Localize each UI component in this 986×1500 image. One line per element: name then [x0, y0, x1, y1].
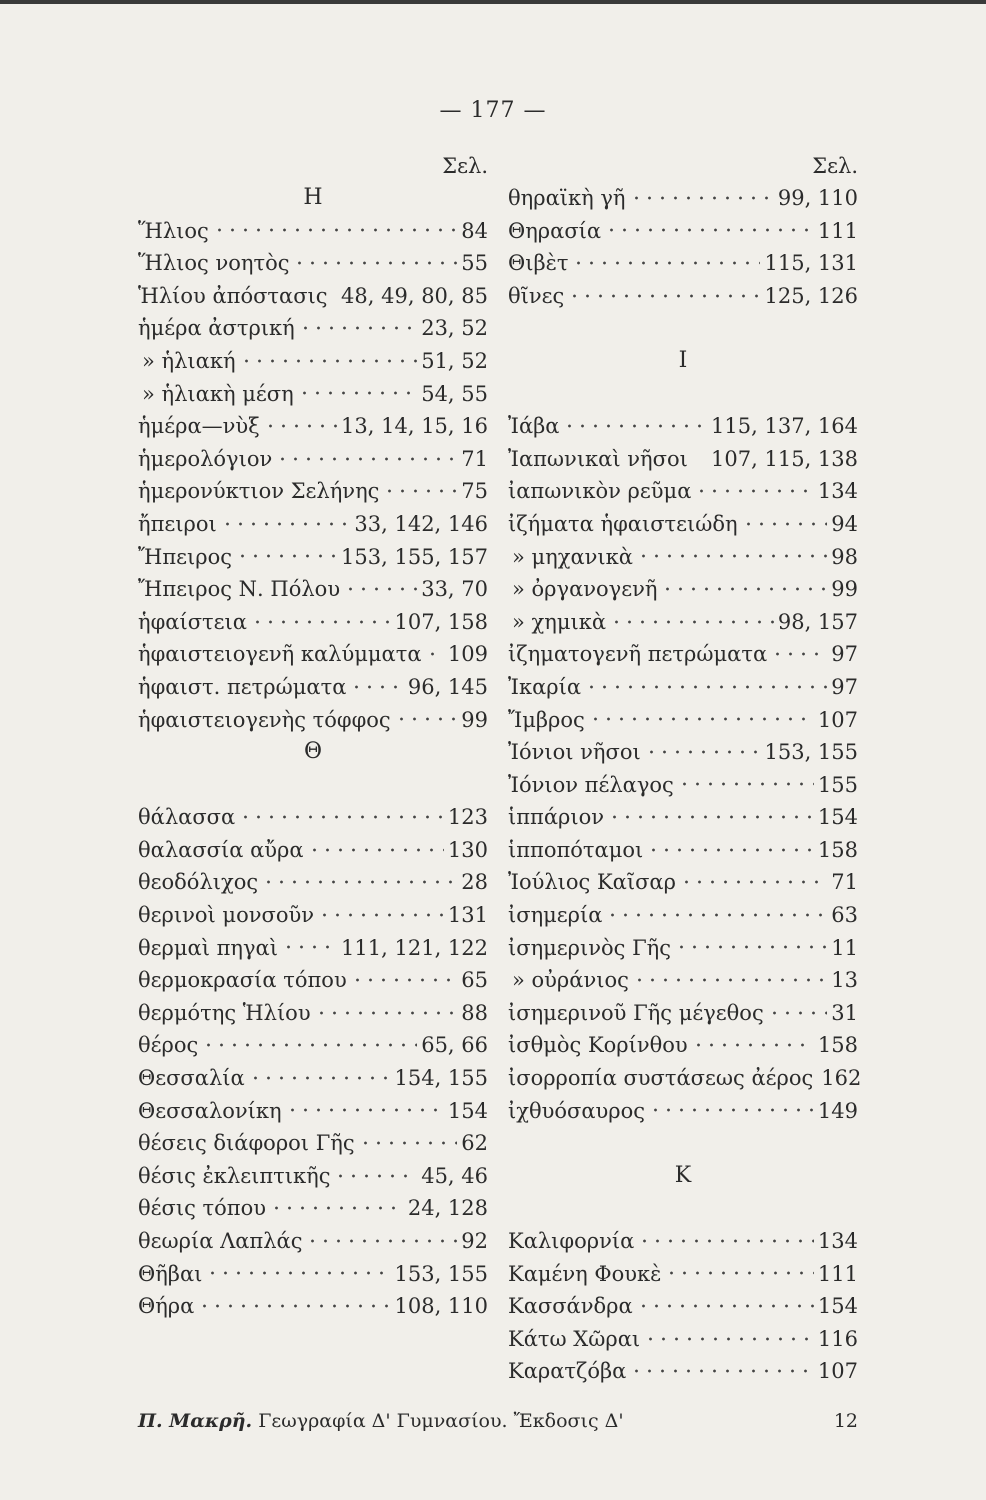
dot-leader: [426, 641, 444, 661]
dot-leader: [315, 1000, 458, 1020]
index-entry: [508, 215, 858, 248]
dot-leader: [318, 902, 444, 922]
index-pages: 48, 49, 80, 85: [341, 283, 488, 308]
dot-leader: [221, 511, 351, 531]
top-border: [0, 0, 986, 4]
index-term: ἤπειροι: [138, 511, 217, 536]
dot-leader: [383, 478, 457, 498]
dot-leader: [334, 1163, 417, 1183]
index-entry: [508, 410, 858, 443]
index-term: Ἰκαρία: [508, 674, 582, 699]
index-pages: 98, 157: [777, 609, 858, 634]
spacer: [138, 769, 488, 802]
index-entry: [138, 1225, 488, 1258]
index-term: Ἰόνιον πέλαγος: [508, 772, 674, 797]
index-term: θεωρία Λαπλάς: [138, 1229, 303, 1253]
index-term: ἡμέρα ἀστρική: [138, 316, 295, 341]
index-entry: [508, 834, 858, 867]
index-pages: 162: [821, 1066, 862, 1091]
dot-leader: [293, 250, 457, 270]
dot-leader: [299, 315, 417, 335]
dot-leader: [610, 609, 774, 629]
spacer: [508, 1192, 858, 1225]
dot-leader: [264, 413, 337, 433]
index-term: Ἤπειρος: [138, 544, 233, 569]
index-pages: 134: [817, 1229, 858, 1253]
index-entry: [138, 475, 488, 508]
index-pages: 158: [817, 837, 858, 862]
dot-leader: [768, 1000, 828, 1020]
index-entry: [508, 606, 858, 639]
index-term: θῖνες: [508, 283, 565, 308]
footer-title: Γεωγραφία Δ' Γυμνασίου. Ἔκδοσις Δ': [258, 1410, 624, 1432]
index-term: θέσεις διάφοροι Γῆς: [138, 1131, 355, 1156]
dot-leader: [286, 1098, 444, 1118]
index-term: Καρατζόβα: [508, 1359, 627, 1384]
index-pages: 23, 52: [421, 316, 488, 341]
dot-leader: [608, 804, 814, 824]
index-pages: 88: [461, 1000, 488, 1025]
index-entry: [138, 899, 488, 932]
index-entry: [508, 1258, 858, 1291]
index-term: ἡφαιστ. πετρώματα: [138, 674, 347, 699]
dot-leader: [606, 902, 827, 922]
index-term: » ὀργανογενῆ: [512, 577, 658, 602]
index-pages: 99: [831, 577, 858, 602]
index-entry: [508, 182, 858, 215]
index-pages: 108, 110: [394, 1294, 488, 1319]
index-term: ἰσορροπία συστάσεως ἀέρος: [508, 1066, 814, 1091]
index-term: ἰσθμὸς Κορίνθου: [508, 1033, 688, 1058]
index-entry: [138, 508, 488, 541]
page-number: — 177 —: [439, 98, 547, 123]
dot-leader: [306, 1228, 457, 1248]
footer-signature: 12: [833, 1410, 858, 1432]
index-term: Θεσσαλία: [138, 1066, 245, 1091]
index-pages: 153, 155: [764, 740, 858, 765]
index-term: ἡφαιστειογενὴς τόφφος: [138, 707, 391, 732]
index-pages: 13: [831, 968, 858, 993]
index-term: Ἤπειρος Ν. Πόλου: [138, 577, 341, 602]
dot-leader: [298, 381, 418, 401]
index-pages: 111, 121, 122: [341, 935, 488, 960]
index-term: » ἡλιακή: [142, 348, 236, 373]
index-entry: [138, 866, 488, 899]
dot-leader: [647, 837, 814, 857]
index-pages: 116: [817, 1326, 858, 1351]
index-pages: 65: [461, 968, 488, 993]
dot-leader: [249, 1065, 391, 1085]
index-entry: [138, 671, 488, 704]
index-term: ἡμέρα—νὺξ: [138, 414, 260, 439]
dot-leader: [332, 283, 337, 303]
index-entry: [508, 997, 858, 1030]
index-term: Ἴμβρος: [508, 707, 585, 732]
index-pages: 109: [447, 642, 488, 667]
index-pages: 115, 131: [764, 251, 858, 276]
dot-leader: [202, 1032, 417, 1052]
index-entry: [138, 247, 488, 280]
index-term: θάλασσα: [138, 805, 236, 830]
index-term: ἡφαιστειογενῆ καλύμματα: [138, 642, 422, 667]
dot-leader: [344, 576, 417, 596]
index-pages: 111: [817, 218, 858, 243]
index-term: Θήρα: [138, 1294, 195, 1319]
index-entry: [138, 1127, 488, 1160]
index-pages: 97: [831, 642, 858, 667]
index-entry: [138, 1062, 488, 1095]
index-term: θέρος: [138, 1033, 199, 1058]
dot-leader: [236, 544, 337, 564]
index-pages: 65, 66: [421, 1033, 488, 1058]
dot-leader: [675, 935, 827, 955]
index-list-right: [508, 182, 862, 1388]
dot-leader: [350, 674, 403, 694]
index-pages: 11: [831, 935, 858, 960]
dot-leader: [585, 674, 827, 694]
spacer: [508, 378, 858, 411]
index-term: Καμένη Φουκὲ: [508, 1261, 662, 1286]
dot-leader: [563, 413, 707, 433]
index-term: Ἰαπωνικαὶ νῆσοι: [508, 446, 688, 471]
index-entry: [508, 1062, 862, 1095]
index-entry: [138, 280, 488, 313]
dot-leader: [633, 967, 827, 987]
index-pages: 99: [461, 707, 488, 732]
index-pages: 33, 70: [421, 577, 488, 602]
index-pages: 154, 155: [394, 1066, 488, 1091]
index-entry: [508, 280, 858, 313]
index-term: » μηχανικὰ: [512, 544, 633, 569]
index-entry: [138, 1029, 488, 1062]
dot-leader: [240, 348, 418, 368]
index-pages: 97: [831, 674, 858, 699]
index-term: ἰζήματα ἡφαιστειώδη: [508, 511, 738, 536]
index-term: » χημικὰ: [512, 609, 607, 634]
index-pages: 96, 145: [407, 674, 488, 699]
index-term: ἰσημερινὸς Γῆς: [508, 935, 672, 960]
index-term: θέσις τόπου: [138, 1196, 266, 1221]
index-pages: 107: [817, 707, 858, 732]
dot-leader: [649, 1098, 814, 1118]
section-letter: Θ: [303, 739, 323, 765]
dot-leader: [742, 511, 828, 531]
index-entry: [138, 1258, 488, 1291]
index-entry: [508, 1095, 858, 1128]
dot-leader: [678, 772, 814, 792]
index-column-right: [508, 150, 862, 1388]
index-pages: 63: [831, 903, 858, 928]
dot-leader: [351, 967, 458, 987]
index-entry: [508, 671, 858, 704]
dot-leader: [638, 1228, 814, 1248]
index-pages: 13, 14, 15, 16: [341, 414, 488, 439]
index-term: θηραϊκὴ γῆ: [508, 186, 626, 210]
index-entry: [508, 573, 858, 606]
index-entry: [508, 1290, 858, 1323]
index-entry: [508, 1029, 858, 1062]
index-term: ἰσημερινοῦ Γῆς μέγεθος: [508, 1000, 764, 1025]
index-pages: 130: [447, 837, 488, 862]
index-term: ἱππάριον: [508, 805, 605, 830]
index-pages: 134: [817, 479, 858, 504]
dot-leader: [692, 446, 707, 466]
index-term: Κασσάνδρα: [508, 1294, 633, 1319]
dot-leader: [637, 1293, 814, 1313]
index-pages: 33, 142, 146: [354, 511, 488, 536]
index-entry: [138, 704, 488, 737]
dot-leader: [661, 576, 827, 596]
index-term: Ἥλιος νοητὸς: [138, 251, 290, 276]
page-column-label: Σελ.: [812, 154, 858, 178]
spacer: [508, 1127, 858, 1160]
index-term: θαλασσία αὔρα: [138, 837, 304, 862]
index-entry: [138, 345, 488, 378]
index-term: ἡφαίστεια: [138, 609, 247, 634]
index-pages: 153, 155, 157: [341, 544, 488, 569]
index-pages: 51, 52: [421, 348, 488, 373]
index-pages: 55: [461, 251, 488, 276]
index-entry: [508, 638, 858, 671]
index-pages: 131: [447, 903, 488, 928]
index-term: Κάτω Χῶραι: [508, 1326, 641, 1351]
index-entry: [508, 247, 858, 280]
index-entry: [508, 866, 858, 899]
index-term: ἰζηματογενῆ πετρώματα: [508, 642, 768, 667]
index-entry: [138, 932, 488, 965]
index-entry: [138, 801, 488, 834]
index-term: Καλιφορνία: [508, 1229, 635, 1253]
index-term: Θῆβαι: [138, 1261, 203, 1286]
index-pages: 92: [461, 1229, 488, 1253]
dot-leader: [645, 739, 761, 759]
footer-author: Π. Μακρῆ.: [138, 1410, 253, 1432]
index-term: ἰχθυόσαυρος: [508, 1098, 646, 1123]
index-pages: 125, 126: [764, 283, 858, 308]
index-pages: 54, 55: [421, 381, 488, 406]
page-footer: [138, 1410, 858, 1432]
index-entry: [138, 638, 488, 671]
index-term: θέσις ἐκλειπτικῆς: [138, 1163, 331, 1188]
index-pages: 71: [831, 870, 858, 895]
index-entry: [508, 508, 858, 541]
dot-leader: [251, 609, 391, 629]
dot-leader: [695, 478, 814, 498]
index-term: Ἰάβα: [508, 414, 560, 439]
index-pages: 28: [461, 870, 488, 895]
dot-leader: [262, 869, 457, 889]
index-entry: [138, 410, 488, 443]
dot-leader: [198, 1293, 390, 1313]
index-pages: 75: [461, 479, 488, 504]
dot-leader: [630, 1358, 814, 1378]
index-entry: [138, 378, 488, 411]
index-pages: 154: [817, 805, 858, 830]
page-column-label: Σελ.: [442, 154, 488, 178]
index-entry: [508, 541, 858, 574]
index-term: Ἥλιος: [138, 218, 209, 243]
index-entry: [508, 704, 858, 737]
index-pages: 94: [831, 511, 858, 536]
dot-leader: [308, 837, 444, 857]
index-term: θερμότης Ἡλίου: [138, 1000, 311, 1025]
index-entry: [508, 736, 858, 769]
index-term: θεοδόλιχος: [138, 870, 259, 895]
index-entry: [138, 1095, 488, 1128]
dot-leader: [239, 804, 444, 824]
index-column-left: [138, 150, 488, 1323]
index-entry: [508, 1323, 858, 1356]
index-term: ἰαπωνικὸν ρεῦμα: [508, 479, 692, 504]
index-pages: 153, 155: [394, 1261, 488, 1286]
index-term: Ἰόνιοι νῆσοι: [508, 740, 641, 765]
index-entry: [508, 899, 858, 932]
index-pages: 24, 128: [407, 1196, 488, 1221]
index-term: θερμαὶ πηγαὶ: [138, 935, 278, 960]
index-pages: 62: [461, 1131, 488, 1156]
section-letter: Ι: [678, 347, 688, 373]
index-entry: [138, 964, 488, 997]
dot-leader: [771, 641, 827, 661]
index-pages: 71: [461, 446, 488, 471]
dot-leader: [605, 218, 814, 238]
dot-leader: [206, 1261, 390, 1281]
dot-leader: [568, 283, 760, 303]
index-term: ἡμερολόγιον: [138, 446, 273, 471]
spacer: [508, 312, 858, 345]
dot-leader: [644, 1326, 814, 1346]
index-entry: [138, 834, 488, 867]
index-entry: [138, 1192, 488, 1225]
index-pages: 155: [817, 772, 858, 797]
dot-leader: [692, 1032, 814, 1052]
index-pages: 154: [447, 1098, 488, 1123]
dot-leader: [276, 446, 457, 466]
index-term: ἱπποπόταμοι: [508, 837, 644, 862]
index-term: » ἡλιακὴ μέση: [142, 381, 294, 406]
index-term: θερινοὶ μονσοῦν: [138, 903, 314, 928]
index-pages: 84: [461, 218, 488, 243]
index-pages: 158: [817, 1033, 858, 1058]
index-pages: 115, 137, 164: [711, 414, 858, 439]
index-term: » οὐράνιος: [512, 968, 629, 993]
index-pages: 107, 115, 138: [711, 446, 858, 471]
index-pages: 154: [817, 1294, 858, 1319]
index-entry: [138, 312, 488, 345]
index-pages: 45, 46: [421, 1163, 488, 1188]
index-entry: [508, 475, 858, 508]
index-entry: [508, 443, 858, 476]
index-pages: 149: [817, 1098, 858, 1123]
index-term: Θηρασία: [508, 218, 602, 243]
index-entry: [508, 1225, 858, 1258]
index-pages: 107: [817, 1359, 858, 1384]
index-entry: [508, 801, 858, 834]
index-entry: [508, 932, 858, 965]
index-entry: [138, 541, 488, 574]
index-entry: [138, 215, 488, 248]
dot-leader: [395, 707, 458, 727]
dot-leader: [270, 1195, 404, 1215]
index-entry: [138, 573, 488, 606]
index-entry: [138, 606, 488, 639]
index-entry: [508, 964, 858, 997]
index-entry: [138, 1160, 488, 1193]
index-entry: [508, 769, 858, 802]
dot-leader: [213, 218, 457, 238]
section-letter: Κ: [674, 1162, 692, 1188]
index-pages: 98: [831, 544, 858, 569]
index-term: Ἰούλιος Καῖσαρ: [508, 870, 676, 895]
index-pages: 99, 110: [777, 186, 858, 210]
index-entry: [508, 1355, 858, 1388]
dot-leader: [665, 1261, 813, 1281]
dot-leader: [630, 185, 774, 205]
index-pages: 107, 158: [394, 609, 488, 634]
index-term: θερμοκρασία τόπου: [138, 968, 347, 993]
index-term: ἡμερονύκτιον Σελήνης: [138, 479, 380, 504]
dot-leader: [359, 1130, 458, 1150]
dot-leader: [680, 869, 827, 889]
index-term: Θιβὲτ: [508, 251, 569, 276]
index-term: Θεσσαλονίκη: [138, 1098, 282, 1123]
index-term: Ἡλίου ἀπόστασις: [138, 283, 328, 308]
dot-leader: [282, 935, 337, 955]
index-entry: [138, 997, 488, 1030]
index-pages: 123: [447, 805, 488, 830]
index-pages: 111: [817, 1261, 858, 1286]
dot-leader: [572, 250, 760, 270]
index-pages: 31: [831, 1000, 858, 1025]
section-letter: Η: [303, 185, 323, 210]
index-list-left: [138, 182, 488, 1323]
index-entry: [138, 1290, 488, 1323]
index-term: ἰσημερία: [508, 903, 603, 928]
dot-leader: [637, 544, 827, 564]
index-entry: [138, 443, 488, 476]
dot-leader: [589, 707, 814, 727]
